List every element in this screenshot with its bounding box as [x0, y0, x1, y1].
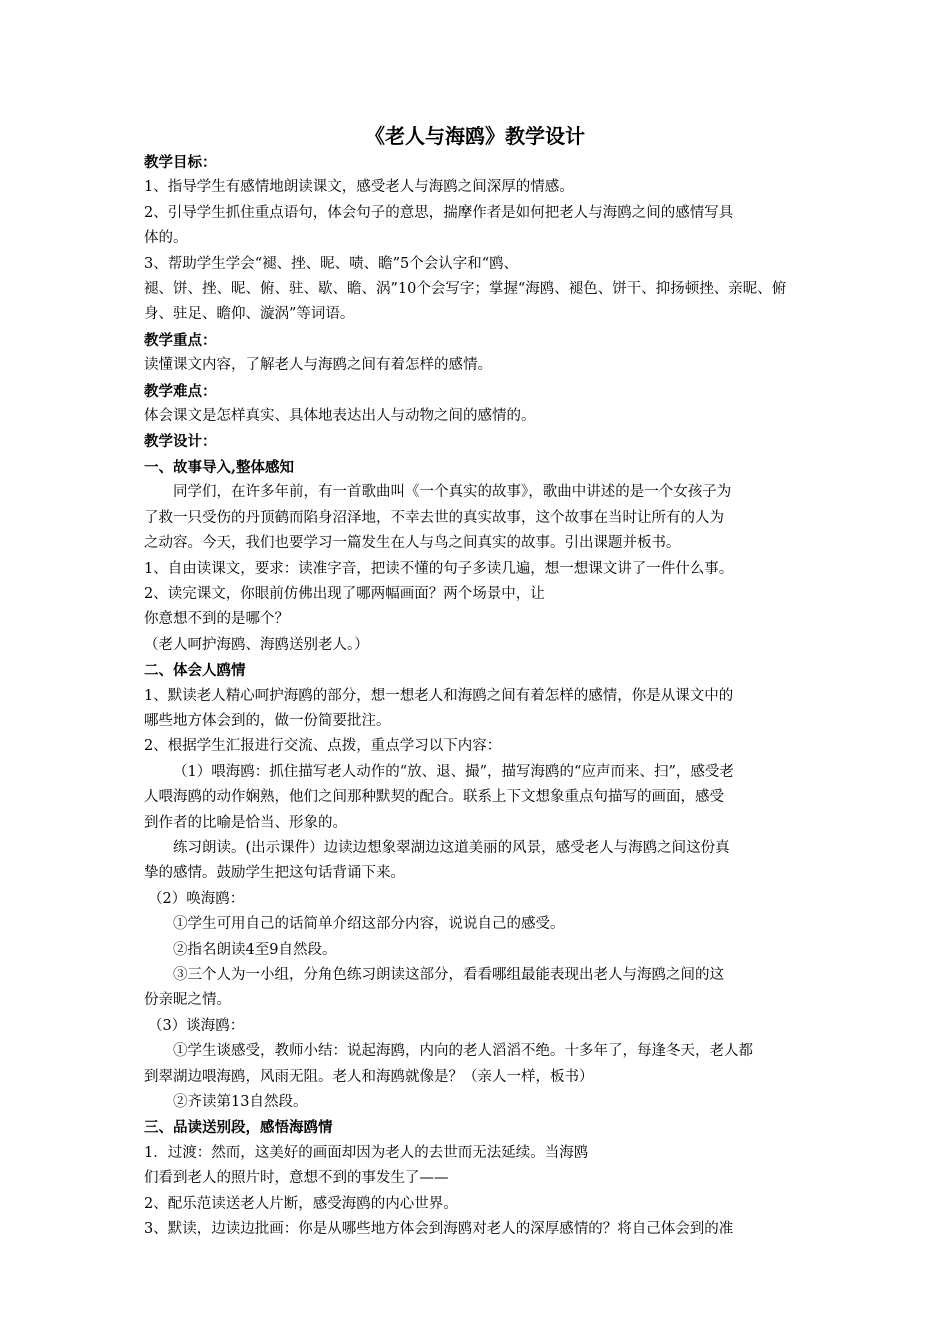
- heading-difficulties: 教学难点：: [144, 382, 217, 400]
- heading-objectives: 教学目标：: [144, 154, 217, 171]
- section-heading-2: 二、体会人鸥情: [144, 662, 246, 680]
- paragraph-line: （老人呵护海鸥、海鸥送别老人。）: [144, 636, 369, 653]
- paragraph-line: ③三个人为一小组，分角色练习朗读这部分，看看哪组最能表现出老人与海鸥之间的这: [173, 967, 724, 983]
- paragraph-line: 体的。: [144, 230, 188, 247]
- paragraph-line: 练习朗读。(出示课件）边读边想象翠湖边这道美丽的风景，感受老人与海鸥之间这份真: [173, 839, 730, 856]
- paragraph-line: ②指名朗读4至9自然段。: [173, 941, 337, 958]
- section-heading-3: 三、品读送别段，感悟海鸥情: [144, 1119, 333, 1137]
- section-heading-1: 一、故事导入,整体感知: [144, 458, 295, 476]
- paragraph-line: 2、读完课文，你眼前仿佛出现了哪两幅画面？两个场景中，让: [144, 585, 545, 602]
- paragraph-line: 之动容。今天，我们也要学习一篇发生在人与鸟之间真实的故事。引出课题并板书。: [144, 535, 681, 552]
- paragraph-line: 到作者的比喻是恰当、形象的。: [144, 814, 347, 831]
- subsection-heading: （3）谈海鸥：: [148, 1017, 245, 1034]
- paragraph-line: （1）喂海鸥：抓住描写老人动作的“放、退、撮”，描写海鸥的“应声而来、扫”，感受老: [173, 763, 734, 780]
- paragraph-line: 2、根据学生汇报进行交流、点拨，重点学习以下内容：: [144, 738, 502, 755]
- heading-key-points: 教学重点：: [144, 331, 217, 349]
- paragraph-line: 们看到老人的照片时，意想不到的事发生了——: [144, 1170, 449, 1187]
- paragraph-line: 1、自由读课文，要求：读准字音，把读不懂的句子多读几遍，想一想课文讲了一件什么事。: [144, 560, 734, 577]
- paragraph-line: 体会课文是怎样真实、具体地表达出人与动物之间的感情的。: [144, 408, 536, 425]
- paragraph-line: 身、驻足、瞻仰、漩涡”等词语。: [144, 306, 355, 323]
- paragraph-line: 3、默读，边读边批画：你是从哪些地方体会到海鸥对老人的深厚感情的？将自己体会到的准: [144, 1221, 734, 1238]
- paragraph-line: ②齐读第13自然段。: [173, 1094, 308, 1111]
- paragraph-line: 2、引导学生抓住重点语句，体会句子的意思，揣摩作者是如何把老人与海鸥之间的感情写具: [144, 204, 734, 221]
- paragraph-line: ①学生可用自己的话简单介绍这部分内容，说说自己的感受。: [173, 916, 565, 933]
- document-body: [144, 150, 808, 1242]
- paragraph-line: 哪些地方体会到的，做一份简要批注。: [144, 712, 391, 729]
- paragraph-line: 同学们，在许多年前，有一首歌曲叫《一个真实的故事》，歌曲中讲述的是一个女孩子为: [173, 484, 732, 501]
- subsection-heading: （2）唤海鸥：: [148, 890, 245, 907]
- paragraph-line: 人喂海鸥的动作娴熟，他们之间那种默契的配合。联系上下文想象重点句描写的画面，感受: [144, 789, 724, 806]
- paragraph-line: 1、默读老人精心呵护海鸥的部分，想一想老人和海鸥之间有着怎样的感情，你是从课文中的: [144, 687, 734, 704]
- paragraph-line: ①学生谈感受，教师小结：说起海鸥，内向的老人滔滔不绝。十多年了，每逢冬天，老人都: [173, 1043, 753, 1060]
- paragraph-line: 1、指导学生有感情地朗读课文，感受老人与海鸥之间深厚的情感。: [144, 179, 574, 196]
- paragraph-line: 你意想不到的是哪个？: [144, 611, 289, 628]
- paragraph-line: 份亲昵之情。: [144, 992, 231, 1009]
- paragraph-line: 到翠湖边喂海鸥，风雨无阻。老人和海鸥就像是？（亲人一样，板书）: [144, 1068, 594, 1085]
- heading-design: 教学设计：: [144, 433, 217, 451]
- paragraph-line: 了救一只受伤的丹顶鹤而陷身沼泽地，不幸去世的真实故事，这个故事在当时让所有的人为: [144, 509, 724, 526]
- paragraph-line: 读懂课文内容，了解老人与海鸥之间有着怎样的感情。: [144, 357, 492, 374]
- paragraph-line: 褪、饼、挫、昵、俯、驻、歇、瞻、涡”10个会写字；掌握“海鸥、褪色、饼干、抑扬顿挫、亲昵、俯: [144, 281, 787, 298]
- document-title: 《老人与海鸥》教学设计: [365, 124, 585, 148]
- paragraph-line: 3、帮助学生学会“褪、挫、昵、啧、瞻”5个会认字和“鸥、: [144, 255, 519, 272]
- paragraph-line: 2、配乐范读送老人片断，感受海鸥的内心世界。: [144, 1195, 458, 1212]
- paragraph-line: 1．过渡：然而，这美好的画面却因为老人的去世而无法延续。当海鸥: [144, 1144, 589, 1161]
- paragraph-line: 挚的感情。鼓励学生把这句话背诵下来。: [144, 865, 405, 882]
